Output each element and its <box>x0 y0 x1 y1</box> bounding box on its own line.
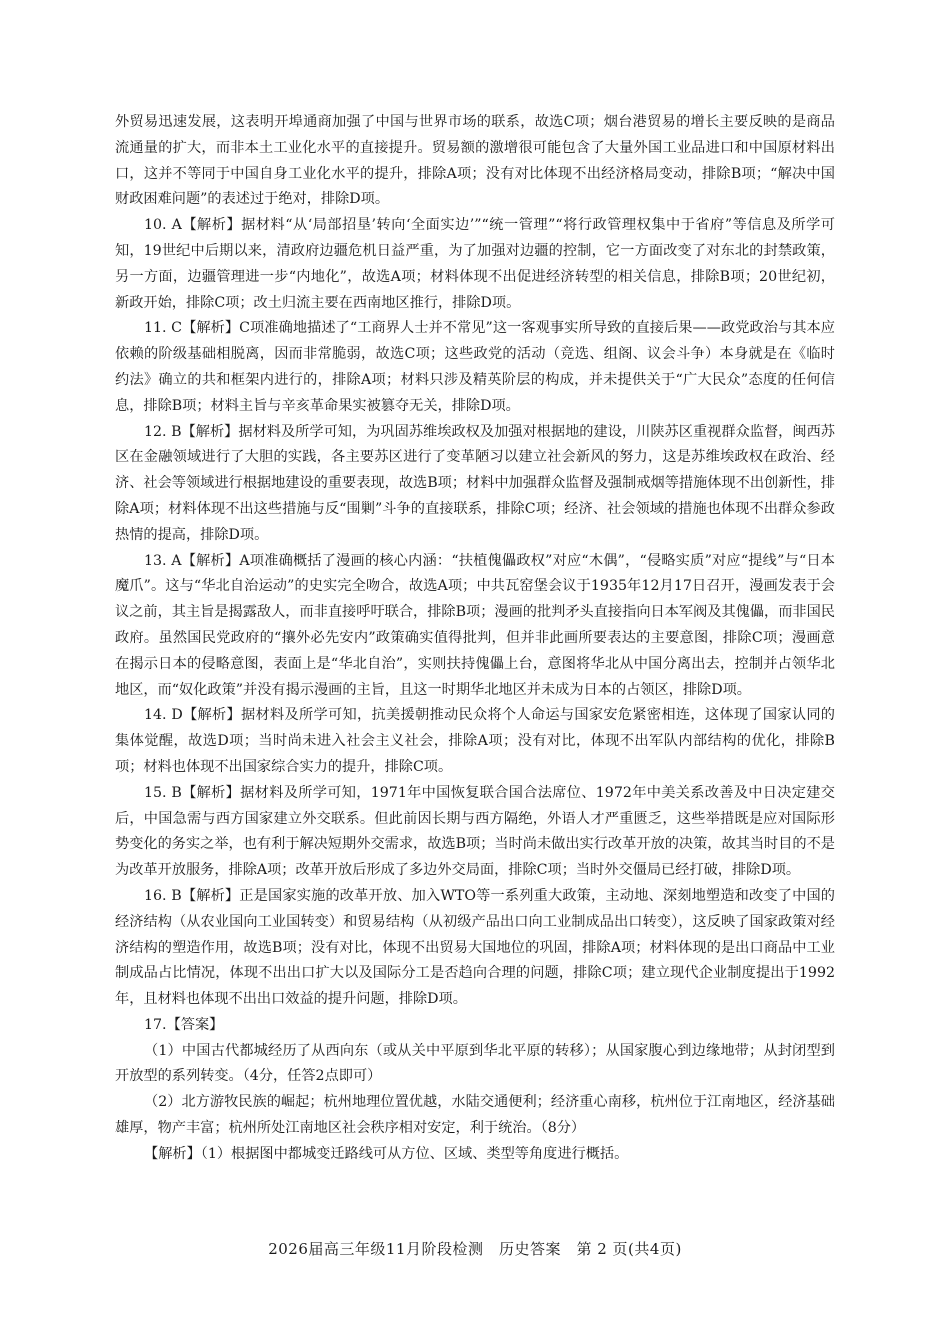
paragraph-answer-11: 11. C【解析】C项准确地描述了“工商界人士并不常见”这一客观事实所导致的直接后果——政党政治与其本应依赖的阶级基础相脱离，因而非常脆弱，故选C项；这些政党的活动（竞选、组阁、议会斗争）本身就是在《临时约法》确立的共和框架内进行的，排除A项；材料只涉及精英阶层的构成，并未提供关于“广大民众”态度的任何信息，排除B项；材料主旨与辛亥革命果实被篡夺无关，排除D项。 <box>115 320 835 414</box>
paragraph-answer-17-part1: （1）中国古代都城经历了从西向东（或从关中平原到华北平原的转移）；从国家腹心到边缘地带；从封闭型到开放型的系列转变。（4分，任答2点即可） <box>115 1042 835 1085</box>
paragraph-answer-12: 12. B【解析】据材料及所学可知，为巩固苏维埃政权及加强对根据地的建设，川陕苏区重视群众监督，闽西苏区在金融领域进行了大胆的实践，各主要苏区进行了变革陋习以建立社会新风的努力，这是苏维埃政权在政治、经济、社会等领域进行根据地建设的重要表现，故选B项；材料中加强群众监督及强制戒烟等措施体现不出创新性，排除A项；材料体现不出这些措施与反“围剿”斗争的直接联系，排除C项；经济、社会领域的措施也体现不出群众参政热情的提高，排除D项。 <box>115 423 835 543</box>
paragraph-answer-15: 15. B【解析】据材料及所学可知，1971年中国恢复联合国合法席位、1972年中美关系改善及中日决定建交后，中国急需与西方国家建立外交联系。但此前因长期与西方隔绝，外语人才严重匮乏，这些举措既是应对国际形势变化的务实之举，也有利于解决短期外交需求，故选B项；当时尚未做出实行改革开放的决策，故其当时目的不是为改革开放服务，排除A项；改革开放后形成了多边外交局面，排除C项；当时外交僵局已经打破，排除D项。 <box>115 784 835 879</box>
page-footer: 2026届高三年级11月阶段检测 历史答案 第 2 页(共4页) <box>268 1240 682 1258</box>
paragraph-answer-17-analysis: 【解析】（1）根据图中都城变迁路线可从方位、区域、类型等角度进行概括。 <box>144 1145 629 1162</box>
paragraph-answer-16: 16. B【解析】正是国家实施的改革开放、加入WTO等一系列重大政策，主动地、深刻地塑造和改变了中国的经济结构（从农业国向工业国转变）和贸易结构（从初级产品出口向工业制成品出口转变），这反映了国家政策对经济结构的塑造作用，故选B项；没有对比，体现不出贸易大国地位的巩固，排除A项；材料体现的是出口商品中工业制成品占比情况，体现不出出口扩大以及国际分工是否趋向合理的问题，排除C项；建立现代企业制度提出于1992年，且材料也体现不出出口效益的提升问题，排除D项。 <box>115 887 835 1008</box>
paragraph-continued-9: 外贸易迅速发展，这表明开埠通商加强了中国与世界市场的联系，故选C项；烟台港贸易的增长主要反映的是商品流通量的扩大，而非本土工业化水平的直接提升。贸易额的激增很可能包含了大量外国工业品进口和中国原材料出口，这并不等同于中国自身工业化水平的提升，排除A项；没有对比体现不出经济格局变动，排除B项；“解决中国财政困难问题”的表述过于绝对，排除D项。 <box>115 114 835 208</box>
paragraph-answer-10: 10. A【解析】据材料“从‘局部招垦’转向‘全面实边’”“统一管理”“将行政管理权集中于省府”等信息及所学可知，19世纪中后期以来，清政府边疆危机日益严重，为了加强对边疆的控制，它一方面改变了对东北的封禁政策，另一方面，边疆管理进一步“内地化”，故选A项；材料体现不出促进经济转型的相关信息，排除B项；20世纪初，新政开始，排除C项；改土归流主要在西南地区推行，排除D项。 <box>115 217 835 311</box>
paragraph-answer-17-heading: 17.【答案】 <box>144 1016 224 1033</box>
answer-body <box>115 110 835 1168</box>
paragraph-answer-17-part2: （2）北方游牧民族的崛起；杭州地理位置优越，水陆交通便利；经济重心南移，杭州位于江南地区，经济基础雄厚，物产丰富；杭州所处江南地区社会秩序相对安定，利于统治。（8分） <box>115 1094 835 1137</box>
paragraph-answer-13: 13. A【解析】A项准确概括了漫画的核心内涵：“扶植傀儡政权”对应“木偶”，“侵略实质”对应“提线”与“日本魔爪”。这与“华北自治运动”的史实完全吻合，故选A项；中共瓦窑堡会议于1935年12月17日召开，漫画发表于会议之前，其主旨是揭露敌人，而非直接呼吁联合，排除B项；漫画的批判矛头直接指向日本军阀及其傀儡，而非国民政府。虽然国民党政府的“攘外必先安内”政策确实值得批判，但并非此画所要表达的主要意图，排除C项；漫画意在揭示日本的侵略意图，表面上是“华北自治”，实则扶持傀儡上台，意图将华北从中国分离出去，控制并占领华北地区，而“奴化政策”并没有揭示漫画的主旨，且这一时期华北地区并未成为日本的占领区，排除D项。 <box>115 552 835 698</box>
paragraph-answer-14: 14. D【解析】据材料及所学可知，抗美援朝推动民众将个人命运与国家安危紧密相连，这体现了国家认同的集体觉醒，故选D项；当时尚未进入社会主义社会，排除A项；没有对比，体现不出军队内部结构的优化，排除B项；材料也体现不出国家综合实力的提升，排除C项。 <box>115 707 835 775</box>
